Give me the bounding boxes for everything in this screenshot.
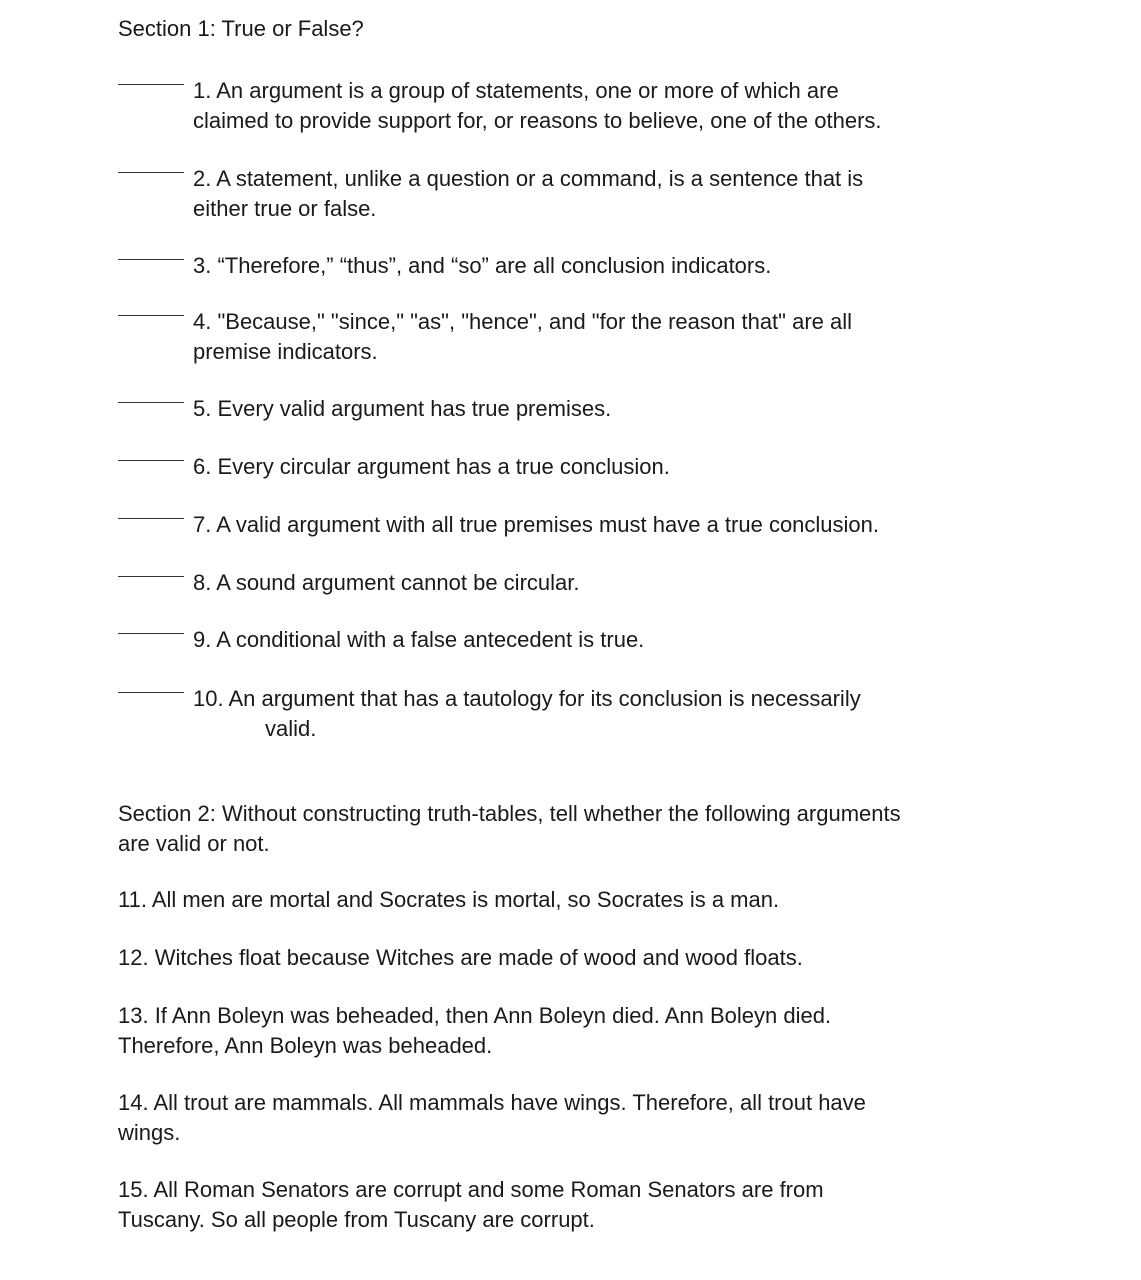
argument-14: 14. All trout are mammals. All mammals have wings. Therefore, all trout have wings.	[118, 1090, 866, 1145]
answer-blank[interactable]	[118, 402, 184, 403]
question-text: 4. "Because," "since," "as", "hence", and "for the reason that" are all premise indicators.	[193, 309, 853, 364]
question-text: 5. Every valid argument has true premises.	[193, 396, 612, 421]
argument-15: 15. All Roman Senators are corrupt and some Roman Senators are from Tuscany. So all people from Tuscany are corrupt.	[118, 1177, 824, 1232]
answer-blank[interactable]	[118, 576, 184, 577]
answer-blank[interactable]	[118, 259, 184, 260]
argument-13: 13. If Ann Boleyn was beheaded, then Ann Boleyn died. Ann Boleyn died. Therefore, Ann Boleyn was beheaded.	[118, 1003, 832, 1058]
answer-blank[interactable]	[118, 692, 184, 693]
question-text: 10. An argument that has a tautology for its conclusion is necessarily valid.	[193, 686, 861, 741]
question-text: 7. A valid argument with all true premises must have a true conclusion.	[193, 512, 880, 537]
question-text: 6. Every circular argument has a true conclusion.	[193, 454, 670, 479]
argument-12: 12. Witches float because Witches are made of wood and wood floats.	[118, 945, 803, 970]
question-text: 8. A sound argument cannot be circular.	[193, 570, 580, 595]
answer-blank[interactable]	[118, 633, 184, 634]
question-text: 3. “Therefore,” “thus”, and “so” are all conclusion indicators.	[193, 253, 772, 278]
question-text: 1. An argument is a group of statements, one or more of which are claimed to provide support for, or reasons to believe, one of the others.	[193, 78, 882, 133]
answer-blank[interactable]	[118, 172, 184, 173]
question-text: 9. A conditional with a false antecedent is true.	[193, 627, 645, 652]
answer-blank[interactable]	[118, 518, 184, 519]
answer-blank[interactable]	[118, 460, 184, 461]
answer-blank[interactable]	[118, 84, 184, 85]
answer-blank[interactable]	[118, 315, 184, 316]
section-1-heading: Section 1: True or False?	[118, 16, 364, 41]
argument-11: 11. All men are mortal and Socrates is mortal, so Socrates is a man.	[118, 887, 780, 912]
section-2-heading: Section 2: Without constructing truth-tables, tell whether the following arguments are valid or not.	[118, 801, 901, 856]
question-text: 2. A statement, unlike a question or a command, is a sentence that is either true or false.	[193, 166, 864, 221]
